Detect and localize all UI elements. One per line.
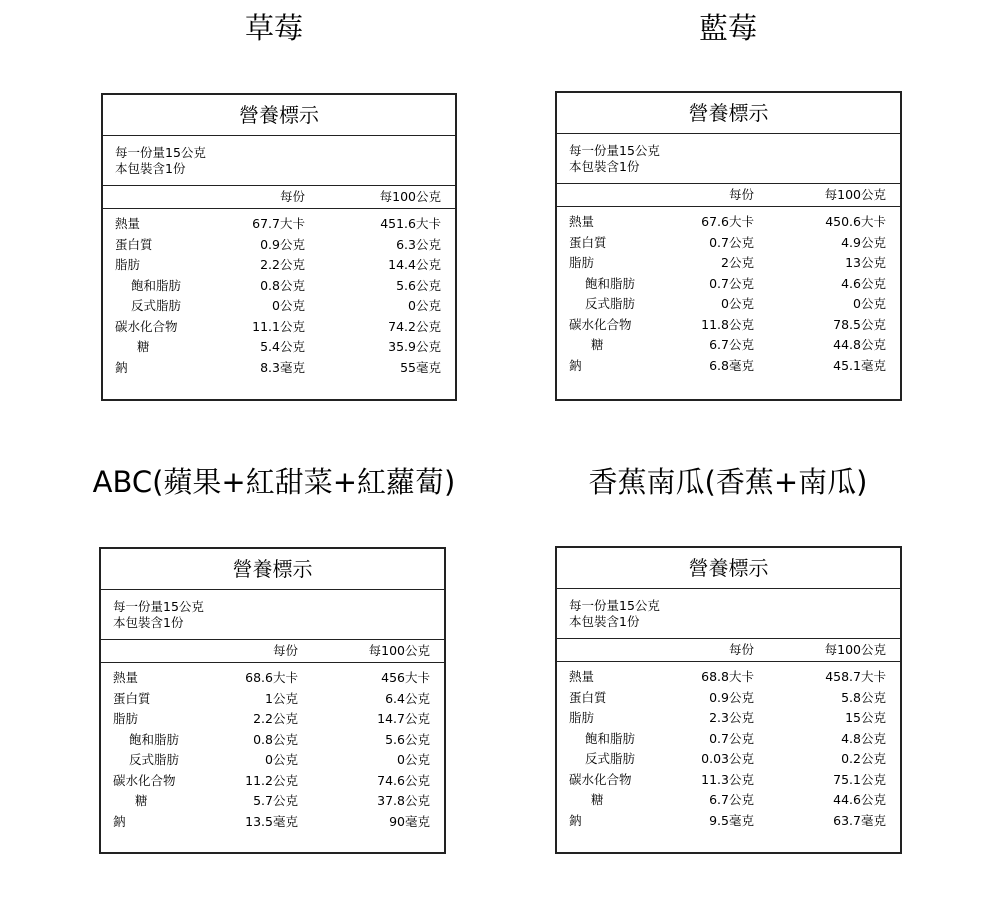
nutrient-row: [101, 750, 444, 771]
panel-header: 營養標示: [557, 548, 900, 589]
nutrient-label: 飽和脂肪: [131, 277, 182, 293]
column-header: [557, 184, 900, 207]
nutrient-row: [557, 667, 900, 688]
value-per-100g: 0公克: [408, 298, 441, 313]
nutrient-label: 脂肪: [115, 257, 141, 272]
value-per-serving: 68.6大卡: [245, 670, 298, 685]
nutrient-rows: [557, 662, 900, 831]
value-per-serving: 0公克: [721, 296, 754, 311]
value-per-100g: 35.9公克: [388, 339, 441, 354]
nutrient-rows: [101, 663, 444, 832]
product-title-abc: ABC(蘋果+紅甜菜+紅蘿蔔): [92, 465, 456, 499]
nutrient-label: 鈉: [569, 357, 582, 373]
nutrient-label: 飽和脂肪: [129, 731, 180, 747]
nutrient-label: 熱量: [569, 214, 595, 229]
product-title-banana-pumpkin: 香蕉南瓜(香蕉+南瓜): [588, 465, 868, 499]
nutrient-row: [557, 688, 900, 709]
value-per-serving: 0公克: [272, 298, 305, 313]
value-per-100g: 74.6公克: [377, 772, 430, 788]
nutrient-label: 反式脂肪: [129, 752, 180, 767]
nutrient-row: [101, 668, 444, 689]
value-per-100g: 74.2公克: [388, 318, 441, 334]
nutrient-row: [103, 296, 455, 317]
nutrient-label: 碳水化合物: [113, 772, 176, 788]
nutrient-label: 蛋白質: [569, 689, 607, 705]
column-header: [557, 639, 900, 662]
value-per-100g: 55毫克: [400, 359, 441, 375]
value-per-100g: 5.6公克: [396, 277, 441, 293]
value-per-serving: 6.7公克: [709, 337, 754, 352]
serving-size: 每一份量15公克: [115, 145, 206, 160]
serving-info: [101, 590, 444, 640]
nutrient-row: [557, 356, 900, 377]
servings-per-package: 本包裝含1份: [569, 159, 640, 174]
value-per-serving: 11.3公克: [701, 771, 754, 787]
nutrient-row: [103, 358, 455, 379]
nutrient-label: 脂肪: [569, 255, 595, 270]
nutrition-panel-abc: [99, 547, 446, 854]
nutrient-row: [103, 214, 455, 235]
nutrient-row: [103, 235, 455, 256]
nutrient-row: [557, 749, 900, 770]
nutrient-label: 鈉: [569, 812, 582, 828]
value-per-serving: 5.4公克: [260, 339, 305, 354]
servings-per-package: 本包裝含1份: [569, 614, 640, 629]
nutrient-row: [557, 274, 900, 295]
nutrient-row: [557, 212, 900, 233]
value-per-serving: 2公克: [721, 255, 754, 270]
value-per-serving: 6.8毫克: [709, 357, 754, 373]
nutrient-row: [557, 729, 900, 750]
value-per-serving: 0.03公克: [701, 751, 754, 766]
nutrient-label: 糖: [135, 793, 148, 808]
value-per-100g: 458.7大卡: [825, 669, 886, 684]
value-per-100g: 0公克: [853, 296, 886, 311]
value-per-100g: 451.6大卡: [380, 216, 441, 231]
nutrient-row: [101, 689, 444, 710]
nutrient-row: [557, 790, 900, 811]
serving-info: [557, 589, 900, 639]
value-per-serving: 0.8公克: [260, 277, 305, 293]
value-per-100g: 5.6公克: [385, 731, 430, 747]
nutrient-label: 糖: [591, 792, 604, 807]
nutrient-row: [103, 317, 455, 338]
panel-header: 營養標示: [557, 93, 900, 134]
nutrient-label: 鈉: [113, 813, 126, 829]
value-per-serving: 8.3毫克: [260, 359, 305, 375]
nutrient-row: [103, 276, 455, 297]
value-per-serving: 2.2公克: [260, 257, 305, 272]
panel-header: 營養標示: [101, 549, 444, 590]
value-per-100g: 0公克: [397, 752, 430, 767]
nutrient-row: [101, 771, 444, 792]
value-per-serving: 2.2公克: [253, 711, 298, 726]
value-per-serving: 0.9公克: [260, 236, 305, 252]
col-per-serving: 每份: [279, 189, 305, 204]
nutrient-label: 飽和脂肪: [585, 275, 636, 291]
nutrient-row: [557, 708, 900, 729]
value-per-serving: 67.7大卡: [252, 216, 305, 231]
value-per-100g: 4.9公克: [841, 234, 886, 250]
serving-size: 每一份量15公克: [569, 143, 660, 158]
product-title-strawberry: 草莓: [244, 11, 303, 45]
product-title-blueberry: 藍莓: [698, 11, 757, 45]
value-per-100g: 450.6大卡: [825, 214, 886, 229]
col-per-100g: 每100公克: [379, 189, 441, 204]
nutrient-row: [101, 791, 444, 812]
nutrient-label: 糖: [591, 337, 604, 352]
nutrient-label: 反式脂肪: [585, 751, 636, 766]
col-per-100g: 每100公克: [824, 187, 886, 202]
col-per-100g: 每100公克: [824, 642, 886, 657]
value-per-serving: 1公克: [265, 690, 298, 706]
nutrient-label: 蛋白質: [113, 690, 151, 706]
nutrient-label: 蛋白質: [569, 234, 607, 250]
nutrient-row: [101, 730, 444, 751]
nutrient-rows: [557, 207, 900, 376]
nutrient-row: [557, 315, 900, 336]
nutrient-label: 熱量: [569, 669, 595, 684]
value-per-100g: 63.7毫克: [833, 812, 886, 828]
value-per-100g: 15公克: [845, 710, 886, 725]
value-per-serving: 0.9公克: [709, 689, 754, 705]
nutrient-label: 反式脂肪: [585, 296, 636, 311]
nutrient-label: 碳水化合物: [569, 771, 632, 787]
value-per-serving: 9.5毫克: [709, 812, 754, 828]
nutrient-label: 脂肪: [113, 711, 139, 726]
nutrient-label: 糖: [137, 339, 150, 354]
value-per-100g: 78.5公克: [833, 316, 886, 332]
nutrient-row: [557, 294, 900, 315]
value-per-serving: 0公克: [265, 752, 298, 767]
nutrient-label: 熱量: [115, 216, 141, 231]
value-per-100g: 44.8公克: [833, 337, 886, 352]
nutrition-panel-banana-pumpkin: [555, 546, 902, 854]
value-per-100g: 14.4公克: [388, 257, 441, 272]
value-per-100g: 75.1公克: [833, 771, 886, 787]
value-per-serving: 6.7公克: [709, 792, 754, 807]
nutrient-row: [103, 255, 455, 276]
nutrient-label: 碳水化合物: [569, 316, 632, 332]
nutrient-row: [557, 811, 900, 832]
value-per-100g: 37.8公克: [377, 793, 430, 808]
value-per-100g: 6.4公克: [385, 690, 430, 706]
nutrient-row: [557, 335, 900, 356]
nutrient-label: 脂肪: [569, 710, 595, 725]
nutrient-row: [557, 233, 900, 254]
col-per-serving: 每份: [728, 642, 754, 657]
col-per-serving: 每份: [728, 187, 754, 202]
value-per-100g: 14.7公克: [377, 711, 430, 726]
value-per-100g: 4.8公克: [841, 730, 886, 746]
nutrient-row: [103, 337, 455, 358]
col-per-serving: 每份: [272, 643, 298, 658]
value-per-serving: 0.8公克: [253, 731, 298, 747]
value-per-100g: 4.6公克: [841, 275, 886, 291]
value-per-serving: 67.6大卡: [701, 214, 754, 229]
nutrient-rows: [103, 209, 455, 378]
value-per-100g: 13公克: [845, 255, 886, 270]
value-per-serving: 11.2公克: [245, 772, 298, 788]
value-per-serving: 11.1公克: [252, 318, 305, 334]
col-per-100g: 每100公克: [368, 643, 430, 658]
value-per-serving: 5.7公克: [253, 793, 298, 808]
column-header: [103, 186, 455, 209]
nutrient-label: 蛋白質: [115, 236, 153, 252]
serving-size: 每一份量15公克: [569, 598, 660, 613]
serving-info: [557, 134, 900, 184]
nutrition-panel-strawberry: [101, 93, 457, 401]
value-per-100g: 45.1毫克: [833, 357, 886, 373]
value-per-serving: 11.8公克: [701, 316, 754, 332]
value-per-serving: 2.3公克: [709, 710, 754, 725]
nutrient-label: 碳水化合物: [115, 318, 178, 334]
value-per-100g: 5.8公克: [841, 689, 886, 705]
value-per-serving: 13.5毫克: [245, 813, 298, 829]
nutrient-label: 反式脂肪: [131, 298, 182, 313]
nutrient-row: [557, 770, 900, 791]
value-per-100g: 0.2公克: [841, 751, 886, 766]
value-per-100g: 456大卡: [381, 670, 430, 685]
nutrient-label: 鈉: [115, 359, 128, 375]
value-per-100g: 44.6公克: [833, 792, 886, 807]
nutrient-row: [557, 253, 900, 274]
column-header: [101, 640, 444, 663]
nutrient-label: 熱量: [113, 670, 139, 685]
nutrient-row: [101, 709, 444, 730]
value-per-100g: 90毫克: [389, 813, 430, 829]
serving-size: 每一份量15公克: [113, 599, 204, 614]
nutrient-label: 飽和脂肪: [585, 730, 636, 746]
servings-per-package: 本包裝含1份: [113, 615, 184, 630]
nutrient-row: [101, 812, 444, 833]
nutrition-panel-blueberry: [555, 91, 902, 401]
value-per-serving: 68.8大卡: [701, 669, 754, 684]
panel-header: 營養標示: [103, 95, 455, 136]
servings-per-package: 本包裝含1份: [115, 161, 186, 176]
serving-info: [103, 136, 455, 186]
value-per-serving: 0.7公克: [709, 234, 754, 250]
value-per-100g: 6.3公克: [396, 236, 441, 252]
value-per-serving: 0.7公克: [709, 730, 754, 746]
value-per-serving: 0.7公克: [709, 275, 754, 291]
